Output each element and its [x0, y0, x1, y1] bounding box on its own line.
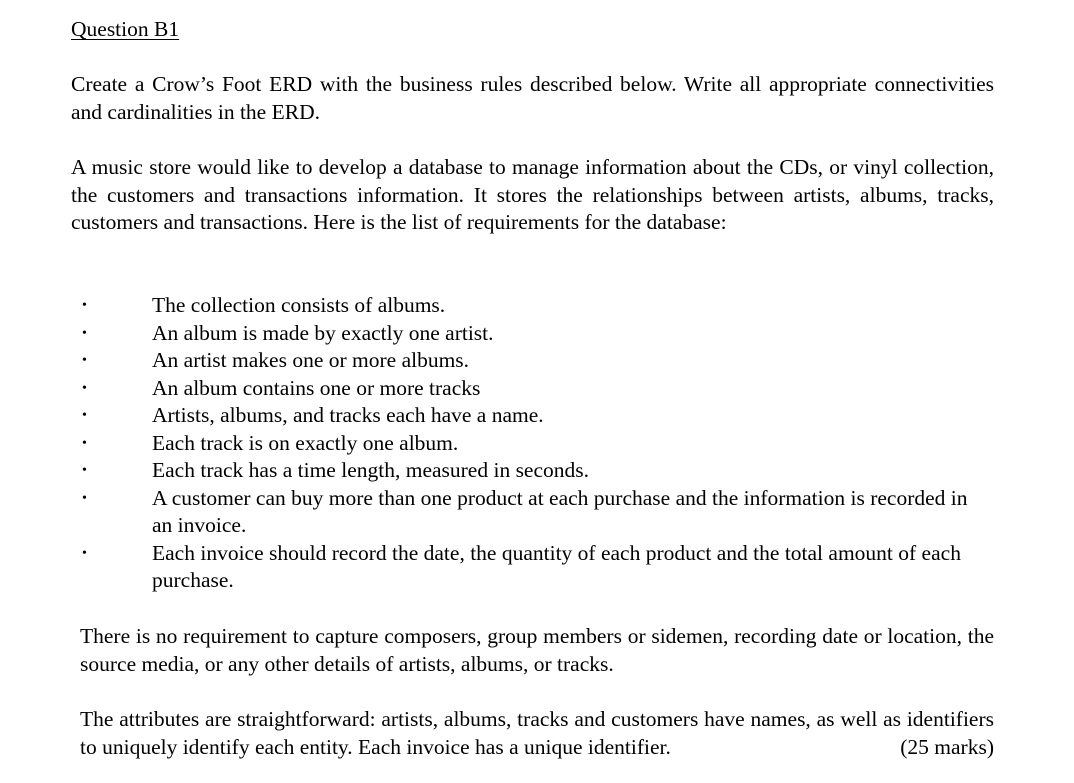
no-requirement-paragraph: There is no requirement to capture composers, group members or sidemen, recording date or location, the source media, or any other details of artists, albums, or tracks. — [80, 624, 994, 676]
requirement-text: A customer can buy more than one product at each purchase and the information is recorded in an invoice. — [152, 485, 968, 537]
bullet-icon: • — [82, 298, 87, 313]
list-item — [0, 347, 1074, 375]
intro-paragraph: Create a Crow’s Foot ERD with the business rules described below. Write all appropriate connectivities and cardinalities in the ERD. — [71, 72, 994, 124]
requirement-text: An album is made by exactly one artist. — [152, 320, 494, 345]
list-item — [0, 457, 1074, 485]
question-heading: Question B1 — [71, 17, 180, 41]
requirement-text: Each track is on exactly one album. — [152, 430, 459, 455]
requirement-text: The collection consists of albums. — [152, 293, 446, 317]
list-item — [0, 375, 1074, 403]
bullet-icon: • — [82, 435, 87, 451]
list-item — [0, 485, 1074, 540]
bullet-icon: • — [82, 490, 87, 506]
bullet-icon: • — [82, 353, 87, 368]
bullet-icon: • — [82, 408, 87, 423]
attributes-paragraph — [80, 706, 994, 761]
list-item — [0, 402, 1074, 430]
bullet-icon: • — [82, 463, 87, 478]
list-item — [0, 292, 1074, 320]
requirement-text: An artist makes one or more albums. — [152, 348, 470, 372]
requirement-text: Each invoice should record the date, the quantity of each product and the total amount of each purchase. — [152, 540, 961, 592]
attributes-text: The attributes are straightforward: artists, albums, tracks and customers have names, as well as identifiers to uniquely identify each entity. Each invoice has a unique identifier. — [80, 707, 994, 759]
description-paragraph: A music store would like to develop a database to manage information about the CDs, or vinyl collection, the customers and transactions information. It stores the relationships between artists, albums, tracks, customers and transactions. Here is the list of requirements for the database: — [71, 155, 994, 234]
bullet-icon: • — [82, 545, 87, 561]
list-item — [0, 320, 1074, 348]
list-item — [0, 430, 1074, 458]
requirements-list — [0, 292, 1074, 595]
bullet-icon: • — [82, 380, 87, 396]
requirement-text: Each track has a time length, measured in seconds. — [152, 458, 590, 482]
requirement-text: An album contains one or more tracks — [152, 375, 481, 400]
requirement-text: Artists, albums, and tracks each have a name. — [152, 403, 544, 427]
bullet-icon: • — [82, 325, 87, 341]
marks-label: (25 marks) — [900, 734, 994, 759]
list-item — [0, 540, 1074, 595]
